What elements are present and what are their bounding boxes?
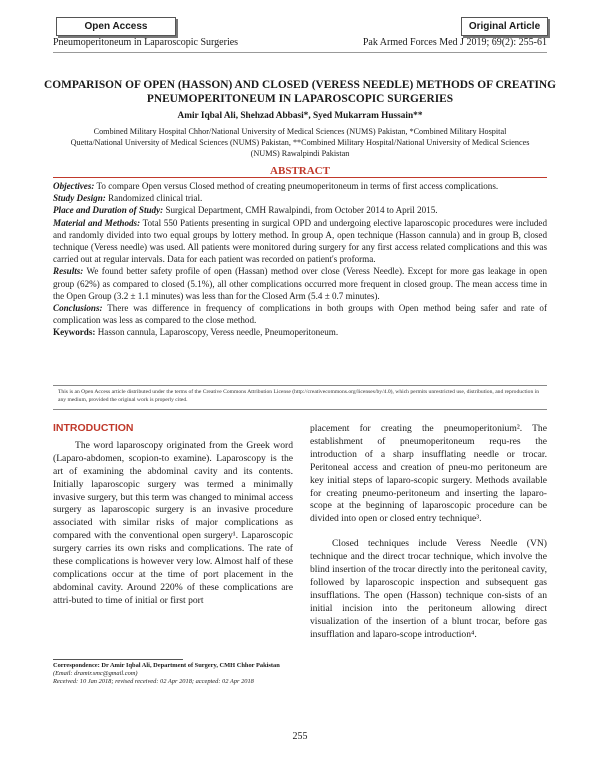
introduction-paragraph-1: The word laparoscopy originated from the Greek word (Laparo-abdomen, scopion-to examine). Laparoscopy is the art of examining the abdominal cavity and its contents. Initially laparoscopic surgery was termed a minimally invasive surgery, but this term was changed to minimal access surgery as laparoscopic surgery is an invasive procedure associated with similar risks of major complications as compared with the conventional open surgery¹. Laparoscopic surgery carries its own risks and complications. The rate of these complications is however very low. Almost half of these complications occur at the time of port placement in the abdominal cavity. Around 220% of these complications are attri-buted to time of initial or first port (53, 439, 293, 606)
introduction-paragraph-2: placement for creating the pneumoperitonium². The establishment of pneumoperitoneum requ-res the introduction of a sharp insufflating needle or trocar. Peritoneal access and creation of pneu-mo peritoneum are key initial steps of laparo-scopic surgery. Methods available for creating pneumo-peritoneum and inserting the laparo-scope at the beginning of laparoscopic procedure can be divided into open or closed entry technique³. (310, 423, 547, 525)
correspondence-dates: Received: 10 Jan 2018; revised received: 02 Apr 2018; accepted: 02 Apr 2018 (53, 678, 254, 686)
correspondence-note (53, 662, 293, 687)
abstract-body (53, 180, 547, 339)
article-title: COMPARISON OF OPEN (HASSON) AND CLOSED (VERESS NEEDLE) METHODS OF CREATING PNEUMOPERITONEUM IN LAPAROSCOPIC SURGERIES (44, 79, 556, 105)
correspondence-label: Correspondence: (53, 662, 100, 669)
abstract-conclusions: Conclusions: There was difference in frequency of complications in both groups with Open method being safer and rate of complication was less as compared to the close method. (53, 303, 547, 326)
abstract-keywords: Keywords: Hasson cannula, Laparoscopy, Veress needle, Pneumoperitoneum. (53, 327, 339, 338)
running-title: Pneumoperitoneum in Laparoscopic Surgeries (53, 37, 239, 48)
body-column-right (310, 423, 547, 642)
license-divider-top (53, 385, 547, 386)
abstract-objectives: Objectives: To compare Open versus Closed method of creating pneumoperitoneum in terms of first access complications. (53, 181, 499, 191)
license-notice: This is an Open Access article distributed under the terms of the Creative Commons Attribution License (http://creativecommons.org/licenses/by/4.0), which permits unrestricted use, distribution, and reproduction in any medium, provided the original work is properly cited. (58, 389, 540, 403)
correspondence-text: Dr Amir Iqbal Ali, Department of Surgery, CMH Chhor Pakistan (101, 662, 280, 669)
introduction-heading: INTRODUCTION (53, 422, 134, 434)
abstract-design: Study Design: Randomized clinical trial. (53, 193, 203, 204)
introduction-paragraph-3: Closed techniques include Veress Needle (VN) technique and the direct trocar technique, which involve the blind insertion of the trocar directly into the peritoneal cavity, followed by laparoscopic inspection and subsequent gas insufflations. The open (Hasson) technique con-sists of an initial incision into the peritoneum allowing direct visualization of the insertion of a blunt trocar, before gas insufflation and laparo-scope introduction⁴. (310, 538, 547, 640)
abstract-place: Place and Duration of Study: Surgical Department, CMH Rawalpindi, from October 2014 to April 2015. (53, 205, 438, 216)
abstract-heading: ABSTRACT (270, 165, 330, 177)
affiliations: Combined Military Hospital Chhor/National University of Medical Sciences (NUMS) Pakistan, *Combined Military Hospital Quetta/National University of Medical Sciences (NUMS) Pakistan, **Combined Military Hospital/National University of Medical Sciences (NUMS) Rawalpindi Pakistan (70, 127, 530, 158)
correspondence-email: (Email: dramir.smc@gmail.com) (53, 670, 138, 678)
journal-citation: Pak Armed Forces Med J 2019; 69(2): 255-61 (362, 37, 547, 48)
open-access-badge: Open Access (56, 17, 176, 36)
article-type-badge: Original Article (461, 17, 548, 36)
author-list: Amir Iqbal Ali, Shehzad Abbasi*, Syed Mukarram Hussain** (177, 111, 423, 121)
page-number: 255 (292, 731, 308, 742)
abstract-methods: Material and Methods: Total 550 Patients presenting in surgical OPD and undergoing elective laparoscopic procedures were included and randomly divided into two equal groups by lottery method. In group A, open technique (Hasson cannula) and in group B, closed technique (Veress needle) was used. All patients were monitored during surgery for any first access related complications and this was carried out at regular intervals. Data for each patient was recorded on patient's proforma. (53, 217, 548, 265)
abstract-divider (53, 177, 547, 178)
running-header (53, 37, 547, 53)
body-column-left (53, 422, 293, 608)
footnote-divider (53, 659, 183, 660)
license-divider-bottom (53, 409, 547, 410)
abstract-results: Results: We found better safety profile of open (Hassan) method over close (Veress Needle). Except for more gas leakage in open group (62%) as compared to closed (5.1%), all other complications occurred more frequent in closed group. The mean access time in the Open Group (3.2 ± 1.1 minutes) was less than for the Closed Arm (5.4 ± 0.7 minutes). (53, 266, 548, 301)
